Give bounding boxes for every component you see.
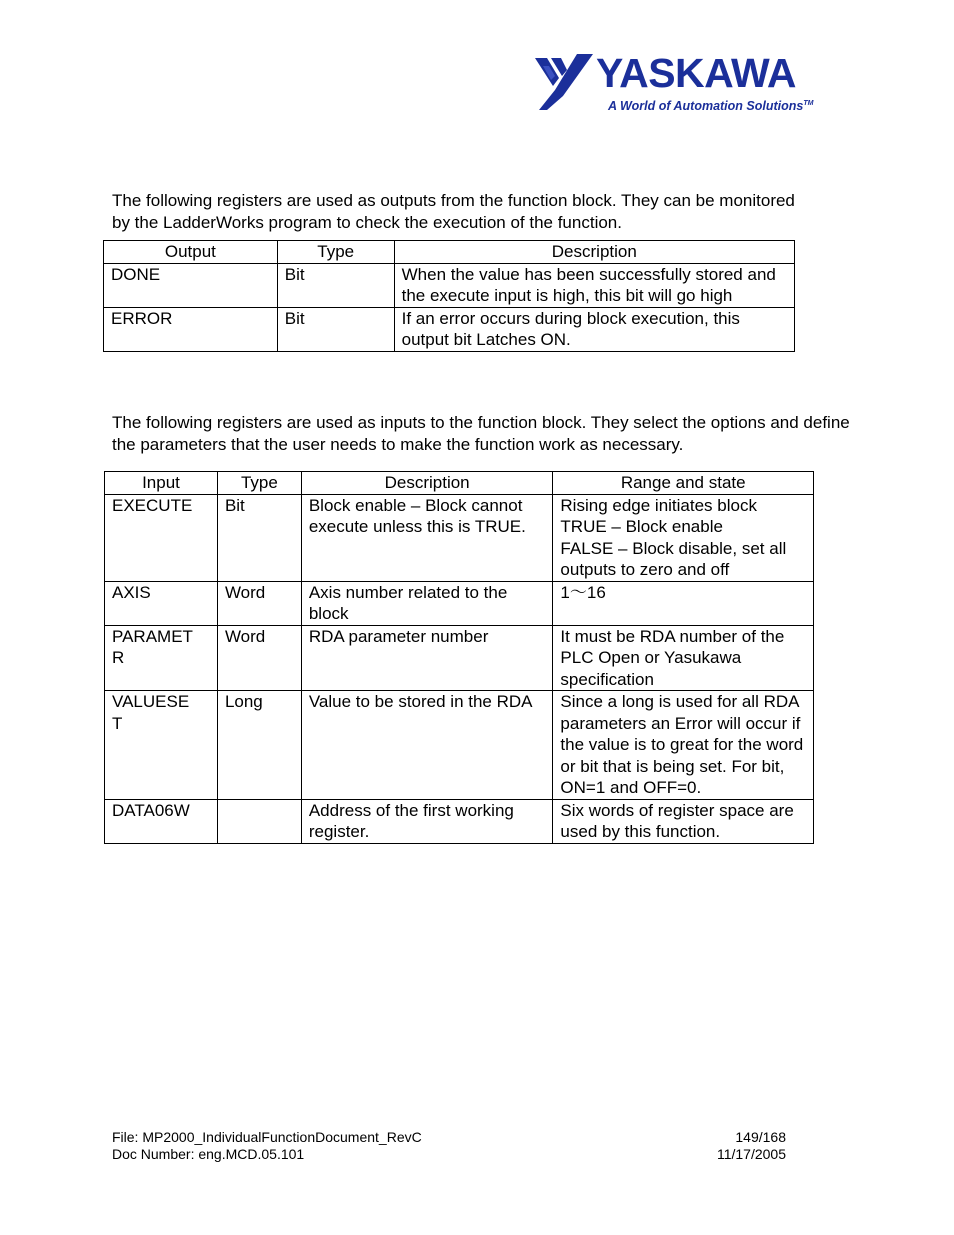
inputs-cell: Block enable – Block cannot execute unless this is TRUE. xyxy=(301,494,553,581)
inputs-cell xyxy=(217,799,301,843)
inputs-cell: Six words of register space are used by this function. xyxy=(553,799,814,843)
outputs-row xyxy=(104,307,795,351)
inputs-table xyxy=(104,471,814,844)
footer-right xyxy=(708,1129,786,1163)
outputs-cell: Bit xyxy=(277,307,394,351)
inputs-header-cell: Type xyxy=(217,472,301,495)
outputs-header-cell: Description xyxy=(394,241,794,264)
inputs-header-cell: Input xyxy=(105,472,218,495)
brand-name: YASKAWA xyxy=(596,50,797,96)
inputs-cell: 1～16 xyxy=(553,581,814,625)
inputs-cell: Rising edge initiates block TRUE – Block enable FALSE – Block disable, set all outputs to zero and off xyxy=(553,494,814,581)
inputs-cell: Word xyxy=(217,581,301,625)
inputs-cell: Word xyxy=(217,625,301,691)
outputs-header-cell: Output xyxy=(104,241,278,264)
inputs-row xyxy=(105,581,814,625)
inputs-cell: Value to be stored in the RDA xyxy=(301,691,553,800)
inputs-row xyxy=(105,799,814,843)
yaskawa-logo xyxy=(533,52,823,116)
outputs-intro: The following registers are used as outputs from the function block. They can be monitored by the LadderWorks program to check the execution of the function. xyxy=(112,191,795,232)
inputs-cell: Since a long is used for all RDA parameters an Error will occur if the value is to great for the word or bit that is being set. For bit, ON=1 and OFF=0. xyxy=(553,691,814,800)
outputs-table xyxy=(103,240,795,352)
inputs-cell: Axis number related to the block xyxy=(301,581,553,625)
footer-doc-number: Doc Number: eng.MCD.05.101 xyxy=(112,1146,305,1162)
inputs-cell: AXIS xyxy=(105,581,218,625)
inputs-cell: PARAMET R xyxy=(105,625,218,691)
inputs-cell: Bit xyxy=(217,494,301,581)
inputs-intro: The following registers are used as inputs to the function block. They select the options and define the parameters that the user needs to make the function work as necessary. xyxy=(112,413,850,454)
inputs-header-cell: Range and state xyxy=(553,472,814,495)
inputs-header-row xyxy=(105,472,814,495)
outputs-cell: ERROR xyxy=(104,307,278,351)
inputs-row xyxy=(105,494,814,581)
footer-file: File: MP2000_IndividualFunctionDocument_RevC xyxy=(112,1129,422,1145)
footer-date: 11/17/2005 xyxy=(716,1146,786,1162)
outputs-cell: If an error occurs during block execution, this output bit Latches ON. xyxy=(394,307,794,351)
inputs-cell: DATA06W xyxy=(105,799,218,843)
footer-left xyxy=(112,1129,422,1163)
outputs-row xyxy=(104,263,795,307)
inputs-cell: Long xyxy=(217,691,301,800)
outputs-header-cell: Type xyxy=(277,241,394,264)
outputs-header-row xyxy=(104,241,795,264)
yaskawa-wing-icon xyxy=(533,52,595,112)
inputs-header-cell: Description xyxy=(301,472,553,495)
inputs-cell: EXECUTE xyxy=(105,494,218,581)
inputs-cell: VALUESE T xyxy=(105,691,218,800)
outputs-cell: Bit xyxy=(277,263,394,307)
inputs-cell: It must be RDA number of the PLC Open or Yasukawa specification xyxy=(553,625,814,691)
brand-tagline: A World of Automation Solutions™ xyxy=(608,99,814,113)
inputs-cell: RDA parameter number xyxy=(301,625,553,691)
outputs-cell: DONE xyxy=(104,263,278,307)
inputs-cell: Address of the first working register. xyxy=(301,799,553,843)
outputs-cell: When the value has been successfully stored and the execute input is high, this bit will go high xyxy=(394,263,794,307)
inputs-row xyxy=(105,691,814,800)
footer-page: 149/168 xyxy=(735,1129,786,1145)
inputs-row xyxy=(105,625,814,691)
